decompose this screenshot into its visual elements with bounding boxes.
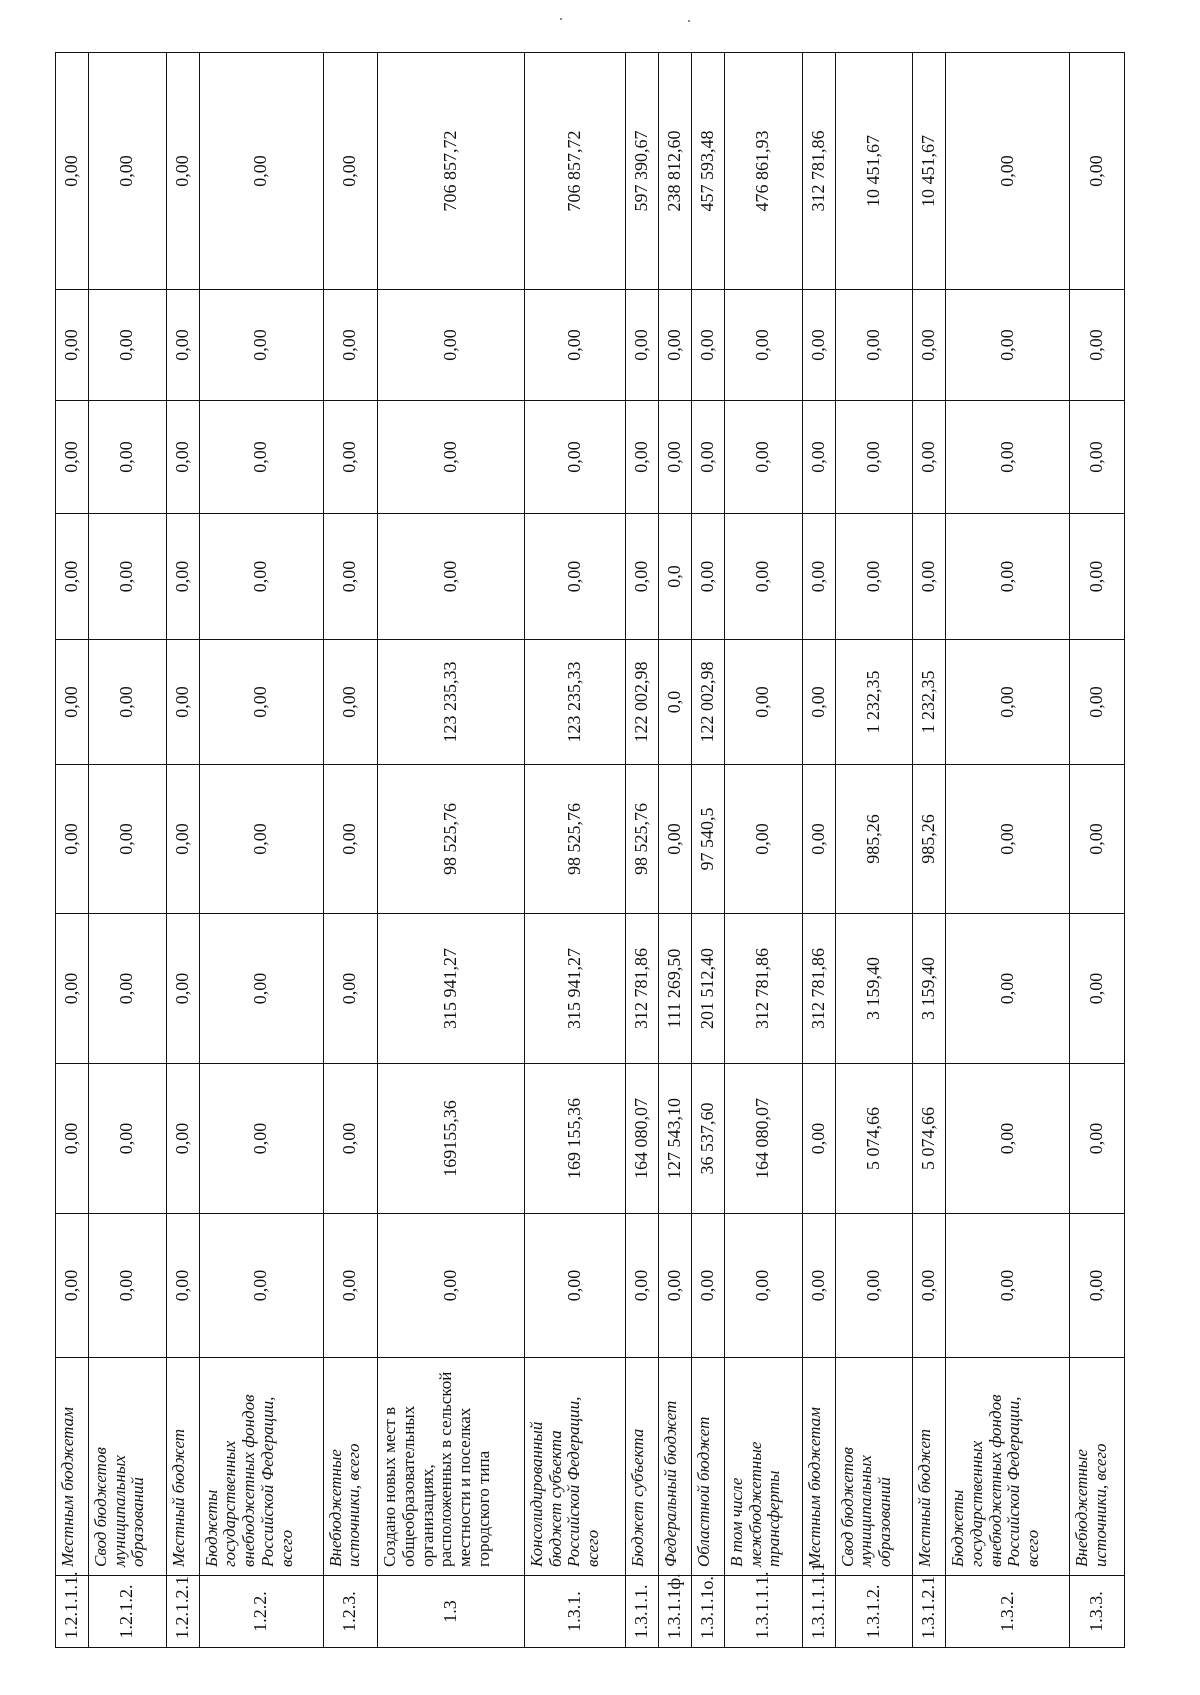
row-value: 0,00	[56, 640, 89, 765]
row-total: 238 812,60	[658, 53, 691, 290]
row-value: 0,00	[89, 401, 167, 514]
scan-speck	[560, 18, 562, 20]
row-value: 0,00	[724, 640, 802, 765]
row-value: 0,00	[89, 1214, 167, 1358]
row-value: 1 232,35	[835, 640, 913, 765]
row-total: 706 857,72	[378, 53, 525, 290]
row-value: 0,0	[658, 640, 691, 765]
row-value: 0,00	[166, 765, 199, 914]
row-code: 1.3.1.1.	[625, 1576, 658, 1648]
row-value: 5 074,66	[835, 1064, 913, 1214]
row-value: 5 074,66	[913, 1064, 946, 1214]
row-value: 0,00	[802, 1064, 835, 1214]
row-name: Консолидированный бюджет субъекта Российской Федерации, всего	[525, 1358, 626, 1576]
row-value: 0,00	[378, 1214, 525, 1358]
row-value: 0,00	[323, 1064, 378, 1214]
row-value: 0,00	[166, 914, 199, 1064]
row-total: 706 857,72	[525, 53, 626, 290]
row-value: 0,00	[691, 401, 724, 514]
table-row	[56, 53, 89, 1648]
row-value: 0,00	[625, 1214, 658, 1358]
row-value: 0,00	[525, 401, 626, 514]
row-value: 0,00	[724, 765, 802, 914]
row-value: 0,00	[1070, 765, 1125, 914]
row-value: 201 512,40	[691, 914, 724, 1064]
row-value: 169 155,36	[525, 1064, 626, 1214]
row-value: 0,00	[724, 401, 802, 514]
row-value: 985,26	[835, 765, 913, 914]
row-value: 0,00	[625, 401, 658, 514]
row-value: 0,00	[166, 290, 199, 401]
row-value: 0,00	[625, 290, 658, 401]
row-value: 0,00	[89, 1064, 167, 1214]
row-value: 0,00	[802, 514, 835, 640]
row-value: 312 781,86	[724, 914, 802, 1064]
row-value: 0,00	[1070, 1064, 1125, 1214]
row-value: 164 080,07	[625, 1064, 658, 1214]
row-value: 122 002,98	[691, 640, 724, 765]
row-value: 0,00	[323, 914, 378, 1064]
table-row	[913, 53, 946, 1648]
row-value: 0,00	[56, 914, 89, 1064]
row-value: 985,26	[913, 765, 946, 914]
row-code: 1.3	[378, 1576, 525, 1648]
table-row	[658, 53, 691, 1648]
row-name: В том числе межбюджетные трансферты	[724, 1358, 802, 1576]
row-value: 312 781,86	[802, 914, 835, 1064]
row-value: 0,00	[691, 1214, 724, 1358]
row-value: 0,00	[378, 290, 525, 401]
row-value: 3 159,40	[913, 914, 946, 1064]
row-value: 0,00	[323, 765, 378, 914]
row-value: 127 543,10	[658, 1064, 691, 1214]
table-row	[89, 53, 167, 1648]
scan-speck	[688, 20, 690, 22]
rotated-page	[55, 53, 1125, 1648]
row-name: Местным бюджетам	[56, 1358, 89, 1576]
row-code: 1.2.1.2.1	[166, 1576, 199, 1648]
row-value: 98 525,76	[378, 765, 525, 914]
row-value: 0,00	[56, 1064, 89, 1214]
row-value: 0,00	[56, 514, 89, 640]
row-value: 0,00	[835, 401, 913, 514]
row-value: 0,00	[724, 290, 802, 401]
row-value: 0,00	[946, 401, 1070, 514]
row-name: Местный бюджет	[913, 1358, 946, 1576]
row-value: 0,00	[199, 290, 323, 401]
row-value: 0,00	[323, 640, 378, 765]
row-value: 0,00	[525, 1214, 626, 1358]
row-value: 0,00	[166, 1064, 199, 1214]
row-total: 0,00	[323, 53, 378, 290]
row-name: Свод бюджетов муниципальных образований	[835, 1358, 913, 1576]
row-value: 0,00	[323, 401, 378, 514]
row-value: 0,00	[691, 514, 724, 640]
row-value: 0,00	[658, 1214, 691, 1358]
row-value: 0,00	[89, 640, 167, 765]
row-name: Областной бюджет	[691, 1358, 724, 1576]
row-value: 169155,36	[378, 1064, 525, 1214]
row-value: 0,00	[378, 514, 525, 640]
row-name: Создано новых мест в общеобразовательных организациях, расположенных в сельской местности и поселках городского типа	[378, 1358, 525, 1576]
row-total: 457 593,48	[691, 53, 724, 290]
row-value: 0,00	[199, 401, 323, 514]
row-total: 0,00	[166, 53, 199, 290]
row-value: 0,00	[323, 1214, 378, 1358]
row-name: Бюджет субъекта	[625, 1358, 658, 1576]
row-value: 315 941,27	[525, 914, 626, 1064]
row-value: 3 159,40	[835, 914, 913, 1064]
row-name: Бюджеты государственных внебюджетных фондов Российской Федерации, всего	[199, 1358, 323, 1576]
row-value: 0,00	[802, 765, 835, 914]
row-value: 0,00	[56, 1214, 89, 1358]
row-total: 312 781,86	[802, 53, 835, 290]
row-value: 0,00	[56, 401, 89, 514]
table-row	[525, 53, 626, 1648]
row-value: 0,00	[1070, 290, 1125, 401]
row-code: 1.2.1.1.1.	[56, 1576, 89, 1648]
row-value: 0,00	[835, 1214, 913, 1358]
row-code: 1.3.1.2.	[835, 1576, 913, 1648]
row-value: 0,00	[724, 514, 802, 640]
row-code: 1.3.1.1ф.	[658, 1576, 691, 1648]
row-name: Бюджеты государственных внебюджетных фондов Российской Федерации, всего	[946, 1358, 1070, 1576]
row-value: 0,00	[1070, 914, 1125, 1064]
row-value: 0,00	[525, 514, 626, 640]
row-total: 10 451,67	[835, 53, 913, 290]
table-row	[724, 53, 802, 1648]
row-value: 0,00	[913, 290, 946, 401]
row-value: 0,00	[625, 514, 658, 640]
row-value: 0,00	[946, 1064, 1070, 1214]
row-value: 0,00	[802, 401, 835, 514]
row-value: 0,00	[166, 514, 199, 640]
row-value: 0,00	[323, 290, 378, 401]
row-code: 1.3.1.2.1	[913, 1576, 946, 1648]
row-total: 10 451,67	[913, 53, 946, 290]
row-name: Свод бюджетов муниципальных образований	[89, 1358, 167, 1576]
row-total: 0,00	[89, 53, 167, 290]
row-value: 0,00	[658, 765, 691, 914]
row-code: 1.2.3.	[323, 1576, 378, 1648]
row-value: 0,00	[835, 514, 913, 640]
row-value: 0,00	[913, 1214, 946, 1358]
row-value: 0,00	[199, 514, 323, 640]
table-row	[802, 53, 835, 1648]
table-row	[199, 53, 323, 1648]
row-value: 0,00	[946, 914, 1070, 1064]
row-total: 0,00	[946, 53, 1070, 290]
row-value: 0,00	[946, 1214, 1070, 1358]
row-value: 0,00	[1070, 1214, 1125, 1358]
row-value: 0,00	[802, 640, 835, 765]
row-code: 1.2.2.	[199, 1576, 323, 1648]
row-code: 1.3.1.	[525, 1576, 626, 1648]
row-value: 0,00	[724, 1214, 802, 1358]
row-value: 0,00	[323, 514, 378, 640]
table-row	[378, 53, 525, 1648]
row-value: 0,0	[658, 514, 691, 640]
budget-table	[55, 52, 1125, 1648]
row-total: 597 390,67	[625, 53, 658, 290]
table-row	[946, 53, 1070, 1648]
row-value: 0,00	[946, 514, 1070, 640]
row-value: 0,00	[166, 640, 199, 765]
row-value: 1 232,35	[913, 640, 946, 765]
row-total: 0,00	[56, 53, 89, 290]
row-value: 0,00	[802, 290, 835, 401]
row-value: 0,00	[802, 1214, 835, 1358]
row-value: 0,00	[89, 914, 167, 1064]
row-value: 36 537,60	[691, 1064, 724, 1214]
row-value: 0,00	[658, 401, 691, 514]
row-value: 0,00	[199, 640, 323, 765]
row-value: 315 941,27	[378, 914, 525, 1064]
row-value: 0,00	[913, 401, 946, 514]
row-value: 0,00	[89, 290, 167, 401]
row-total: 476 861,93	[724, 53, 802, 290]
row-value: 98 525,76	[625, 765, 658, 914]
row-code: 1.3.2.	[946, 1576, 1070, 1648]
row-value: 0,00	[946, 640, 1070, 765]
table-row	[1070, 53, 1125, 1648]
table-row	[323, 53, 378, 1648]
row-value: 123 235,33	[378, 640, 525, 765]
row-value: 0,00	[946, 765, 1070, 914]
row-value: 0,00	[199, 765, 323, 914]
row-value: 0,00	[835, 290, 913, 401]
row-code: 1.2.1.2.	[89, 1576, 167, 1648]
row-value: 0,00	[1070, 640, 1125, 765]
row-value: 98 525,76	[525, 765, 626, 914]
row-name: Внебюджетные источники, всего	[323, 1358, 378, 1576]
row-value: 0,00	[378, 401, 525, 514]
row-value: 0,00	[658, 290, 691, 401]
row-code: 1.3.3.	[1070, 1576, 1125, 1648]
row-name: Внебюджетные источники, всего	[1070, 1358, 1125, 1576]
row-value: 0,00	[913, 514, 946, 640]
row-value: 0,00	[525, 290, 626, 401]
row-value: 122 002,98	[625, 640, 658, 765]
row-value: 0,00	[56, 290, 89, 401]
table-row	[835, 53, 913, 1648]
row-value: 312 781,86	[625, 914, 658, 1064]
row-value: 0,00	[89, 514, 167, 640]
table-row	[166, 53, 199, 1648]
row-value: 0,00	[946, 290, 1070, 401]
row-code: 1.3.1.1.1.	[724, 1576, 802, 1648]
row-value: 164 080,07	[724, 1064, 802, 1214]
row-value: 0,00	[199, 914, 323, 1064]
row-total: 0,00	[199, 53, 323, 290]
row-value: 111 269,50	[658, 914, 691, 1064]
row-value: 0,00	[166, 1214, 199, 1358]
row-name: Местным бюджетам	[802, 1358, 835, 1576]
row-value: 0,00	[1070, 514, 1125, 640]
row-value: 0,00	[56, 765, 89, 914]
row-value: 0,00	[691, 290, 724, 401]
table-row	[691, 53, 724, 1648]
row-name: Федеральный бюджет	[658, 1358, 691, 1576]
row-value: 123 235,33	[525, 640, 626, 765]
row-value: 0,00	[199, 1214, 323, 1358]
row-value: 97 540,5	[691, 765, 724, 914]
row-total: 0,00	[1070, 53, 1125, 290]
table-row	[625, 53, 658, 1648]
row-value: 0,00	[1070, 401, 1125, 514]
row-code: 1.3.1.1.1.1	[802, 1576, 835, 1648]
row-name: Местный бюджет	[166, 1358, 199, 1576]
row-value: 0,00	[166, 401, 199, 514]
row-value: 0,00	[89, 765, 167, 914]
row-code: 1.3.1.1о.	[691, 1576, 724, 1648]
row-value: 0,00	[199, 1064, 323, 1214]
